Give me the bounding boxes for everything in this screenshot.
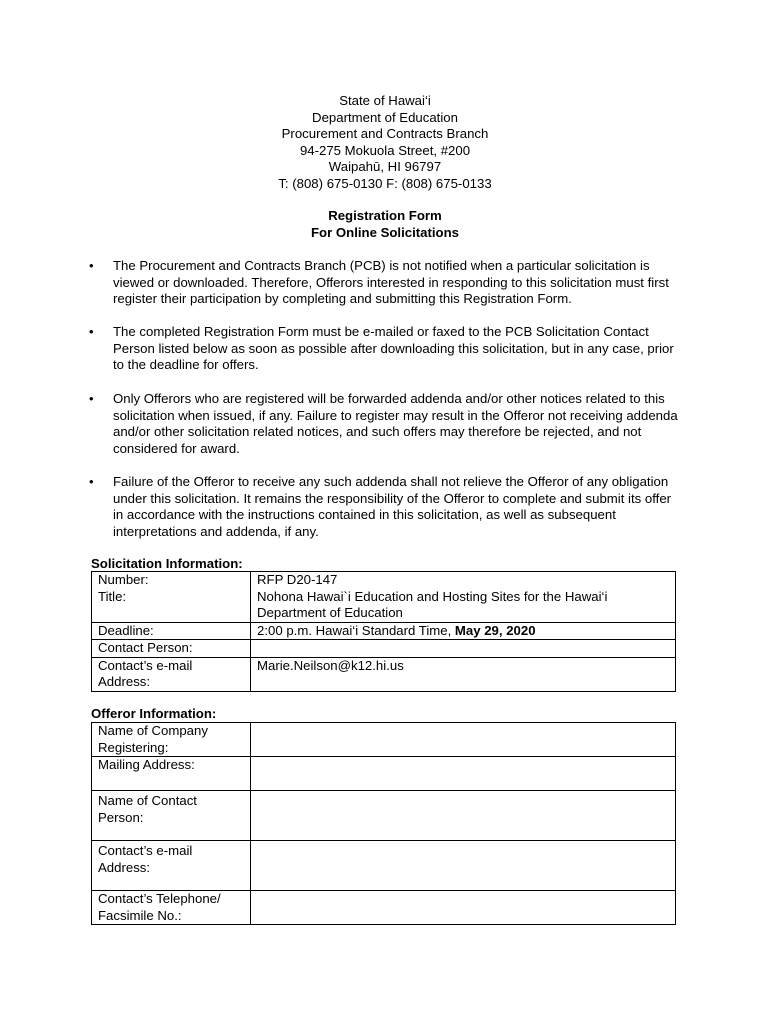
table-row xyxy=(92,622,676,640)
header-line: Department of Education xyxy=(312,109,458,125)
list-item xyxy=(89,474,678,540)
offeror-table xyxy=(91,722,676,925)
contact-phone-field[interactable] xyxy=(251,891,676,925)
mailing-address-field[interactable] xyxy=(251,757,676,791)
company-name-field[interactable] xyxy=(251,723,676,757)
instruction-text: Only Offerors who are registered will be forwarded addenda and/or other notices related to this solicitation when issued, if any. Failure to register may result in the Offeror not receiving addenda and/or other solicitation related notices, and such offers may therefore be rejected, and not considered for award. xyxy=(113,391,678,456)
header-line: Procurement and Contracts Branch xyxy=(281,126,489,141)
contact-email-label: Contact’s e-mail Address: xyxy=(92,841,251,891)
list-item xyxy=(89,324,678,374)
deadline-value xyxy=(251,622,676,640)
instruction-text: Failure of the Offeror to receive any such addenda shall not relieve the Offeror of any obligation under this solicitation. It remains the responsibility of the Offeror to complete and submit its offer in accordance with the instructions contained in this solicitation, as well as subsequent interpretations and addenda, if any. xyxy=(113,474,672,539)
form-title-line-1: Registration Form xyxy=(328,208,442,223)
deadline-label: Deadline: xyxy=(92,622,251,640)
contact-email-field[interactable] xyxy=(251,841,676,891)
header-line: 94-275 Mokuola Street, #200 xyxy=(299,142,471,158)
contact-phone-label: Contact’s Telephone/ Facsimile No.: xyxy=(92,891,251,925)
table-row xyxy=(92,791,676,841)
contact-person-value xyxy=(251,640,676,658)
header-line: Waipahū, HI 96797 xyxy=(328,159,442,174)
table-row xyxy=(92,572,676,589)
mailing-address-label: Mailing Address: xyxy=(92,757,251,791)
number-label: Number: xyxy=(92,572,251,589)
form-title-line-2: For Online Solicitations xyxy=(310,224,459,240)
table-row xyxy=(92,723,676,757)
agency-header xyxy=(0,93,770,192)
contact-name-label: Name of Contact Person: xyxy=(92,791,251,841)
solicitation-table xyxy=(91,571,676,692)
instruction-text: The completed Registration Form must be e-mailed or faxed to the PCB Solicitation Contact Person listed below as soon as possible after downloading this solicitation, but in any case, prior to the deadline for offers. xyxy=(113,324,674,372)
contact-email-label: Contact’s e-mail Address: xyxy=(92,657,251,691)
table-row xyxy=(92,891,676,925)
title-value: Nohona Hawai`i Education and Hosting Sites for the Hawai‘i Department of Education xyxy=(251,589,676,623)
table-row xyxy=(92,589,676,623)
contact-person-label: Contact Person: xyxy=(92,640,251,658)
solicitation-heading: Solicitation Information: xyxy=(91,556,243,571)
form-title xyxy=(0,208,770,241)
header-line: T: (808) 675-0130 F: (808) 675-0133 xyxy=(278,175,492,191)
offeror-heading: Offeror Information: xyxy=(91,706,217,721)
list-item xyxy=(89,391,678,457)
bullet-icon: • xyxy=(89,474,94,489)
instruction-text: The Procurement and Contracts Branch (PCB) is not notified when a particular solicitation is viewed or downloaded. Therefore, Offerors interested in responding to this solicitation must first register their participation by completing and submitting this Registration Form. xyxy=(113,258,669,306)
table-row xyxy=(92,757,676,791)
deadline-date: May 29, 2020 xyxy=(454,622,536,638)
bullet-icon: • xyxy=(89,324,94,339)
table-row xyxy=(92,657,676,691)
contact-email-value: Marie.Neilson@k12.hi.us xyxy=(251,657,676,691)
company-name-label: Name of Company Registering: xyxy=(92,723,251,757)
bullet-icon: • xyxy=(89,258,94,273)
contact-name-field[interactable] xyxy=(251,791,676,841)
number-value: RFP D20-147 xyxy=(251,572,676,589)
title-label: Title: xyxy=(92,589,251,623)
bullet-icon: • xyxy=(89,391,94,406)
deadline-time: 2:00 p.m. Hawai‘i Standard Time, xyxy=(257,622,455,638)
header-line: State of Hawai‘i xyxy=(339,93,431,108)
table-row xyxy=(92,640,676,658)
table-row xyxy=(92,841,676,891)
list-item xyxy=(89,258,678,308)
